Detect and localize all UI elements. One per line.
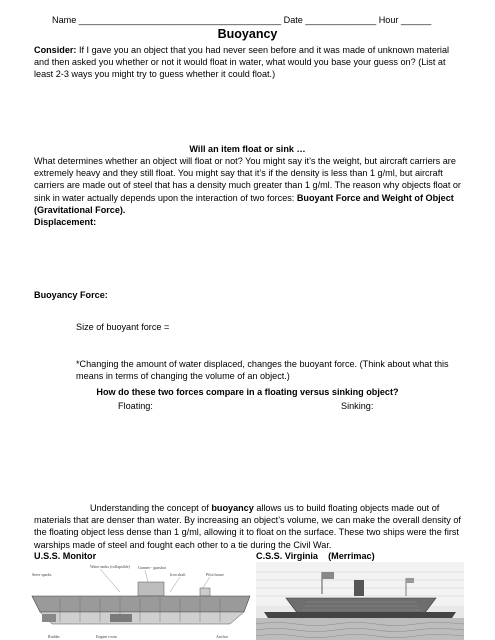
understanding-post: allows us to build floating objects made out of materials that are denser than water. By increasing an object’s volume, we can make the overall density of the floating object less dense than 1 g/ml, allowing it to float on the surface. These two ships were the first warships made of steel and fought each other to a tie during the Civil War. [34,503,461,550]
changing-note: *Changing the amount of water displaced, changes the buoyant force. (Think about what this means in terms of changing the volume of an object.) [76,359,449,382]
monitor-diagram-svg [30,562,254,640]
diagram-label: Gunner - gunshot [138,565,166,570]
header-line [52,14,472,26]
consider-label: Consider: [34,45,77,55]
diagram-label: Anchor [216,634,228,639]
size-label: Size of buoyant force = [76,322,170,332]
consider-paragraph [34,44,464,81]
compare-question: How do these two forces compare in a floating versus sinking object? [96,387,399,397]
buoyancy-force-label: Buoyancy Force: [34,290,108,300]
diagram-label: Iron shaft [170,572,186,577]
diagram-label: Rudder [48,634,60,639]
diagram-label: Pilot house [206,572,224,577]
float-sink-body: What determines whether an object will float or not? You might say it’s the weight, but aircraft carriers are extremely heavy and they still float. You might say that it’s if the density is less than 1 g/ml, but aircraft carriers are made out of steel that has a density much greater than 1 g/ml. The reason why objects float or sink in water actually depends upon the interaction of two forces: [34,156,461,203]
hour-field[interactable]: ______ [400,15,432,25]
buoyancy-bold: buoyancy [211,503,254,513]
monitor-diagram-image [30,562,254,640]
virginia-engraving-image [256,562,464,640]
name-label: Name [52,15,77,25]
understanding-paragraph [34,502,466,551]
name-field[interactable]: ________________________________________ [78,15,282,25]
virginia-engraving-svg [256,562,464,640]
page-title: Buoyancy [217,27,278,41]
diagram-label: Engine room [96,634,117,639]
virginia-heading [256,550,375,562]
diagram-label: Water tanks (collapsible) [90,564,130,569]
understanding-pre: Understanding the concept of [90,503,212,513]
float-sink-paragraph [34,155,466,216]
date-field[interactable]: ______________ [305,15,377,25]
merrimac-name: (Merrimac) [328,551,375,561]
consider-text: If I gave you an object that you had never seen before and it was made of unknown material and then asked you whether or not it would float in water, what would you base your guess on? (List at least 2-3 ways you might try to guess whether it could float.) [34,45,450,80]
virginia-name: C.S.S. Virginia [256,551,318,561]
floating-label: Floating: [118,401,153,411]
date-label: Date [283,15,303,25]
forces-bold: Buoyant Force and Weight of Object (Gravitational Force). [34,192,454,215]
hour-label: Hour [378,15,399,25]
diagram-label: Steer sparks [32,572,52,577]
sinking-label: Sinking: [341,401,374,411]
monitor-heading: U.S.S. Monitor [34,551,97,561]
float-sink-heading: Will an item float or sink … [189,144,306,154]
displacement-label: Displacement: [34,217,97,227]
